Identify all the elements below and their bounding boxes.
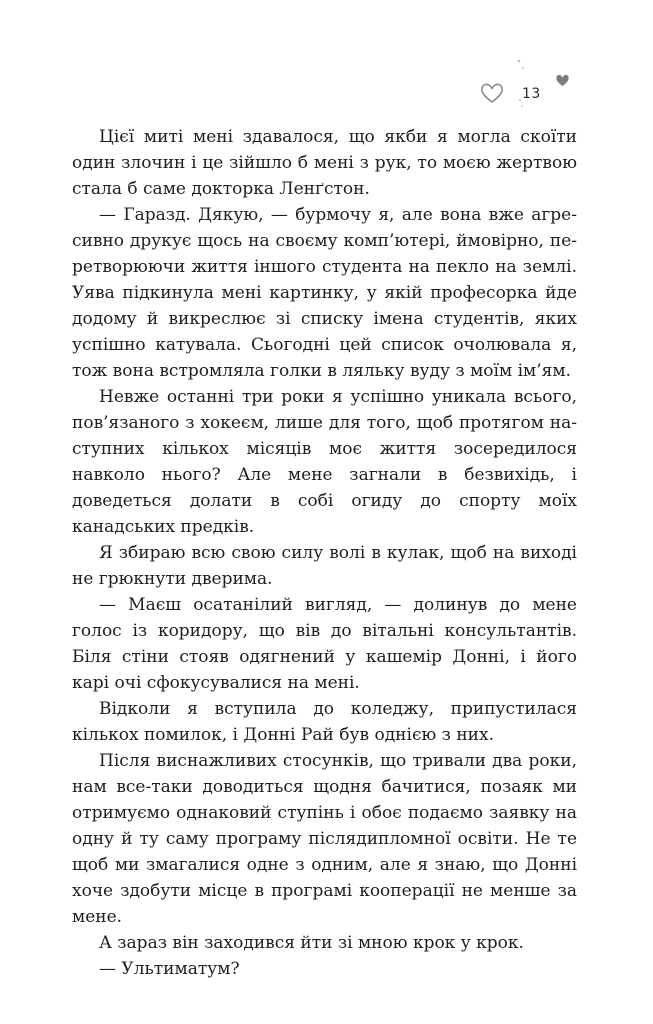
paragraph: А зараз він заходився йти зі мною крок у крок. xyxy=(99,933,524,953)
page-number: 13 xyxy=(522,86,541,102)
heart-outline-icon xyxy=(480,82,504,104)
paragraph: Невже останні три роки я успішно уникала всього, пов’язаного з хокеєм, лише для того, щоб протягом наступних кількох місяців моє життя зосередилося навколо нього? Але мене загнали в безвихідь, і доведеться долати в собі огиду до спорту моїх канадських предків. xyxy=(72,387,577,537)
paragraph: Після виснажливих стосунків, що тривали два роки, нам все-таки доводиться щодня бачитися, позаяк ми отримуємо однаковий ступінь і обоє подаємо заявку на одну й ту саму програму післядипломної освіти. Не те щоб ми змагалися одне з одним, але я знаю, що Донні хоче здобути місце в програмі кооперації не менше за мене. xyxy=(72,751,577,927)
body-text xyxy=(72,124,577,982)
paragraph: Цієї миті мені здавалося, що якби я могла скоїти один злочин і це зійшло б мені з рук, то моєю жертвою стала б саме докторка Ленґстон. xyxy=(72,127,577,199)
paragraph: — Гаразд. Дякую, — бурмочу я, але вона вже агресивно друкує щось на своєму комп’ютері, ймовірно, перетворюючи життя іншого студента на пекло на землі. Уява підкинула мені картинку, у якій професорка йде додому й викреслює зі списку імена студентів, яких успішно катувала. Сьогодні цей список очолювала я, тож вона встромляла голки в ляльку вуду з моїм ім’ям. xyxy=(72,205,577,381)
heart-filled-icon xyxy=(555,73,570,88)
paragraph: — Ультиматум? xyxy=(99,959,240,979)
paragraph: — Маєш осатанілий вигляд, — долинув до мене голос із коридору, що вів до вітальні консультантів. Біля стіни стояв одягнений у кашемір Донні, і його карі очі сфокусувалися на мені. xyxy=(72,595,577,693)
paragraph: Я збираю всю свою силу волі в кулак, щоб на виході не грюкнути дверима. xyxy=(72,543,577,589)
paragraph: Відколи я вступила до коледжу, припустилася кількох помилок, і Донні Рай був однією з них. xyxy=(72,699,577,745)
page-header xyxy=(470,58,580,108)
